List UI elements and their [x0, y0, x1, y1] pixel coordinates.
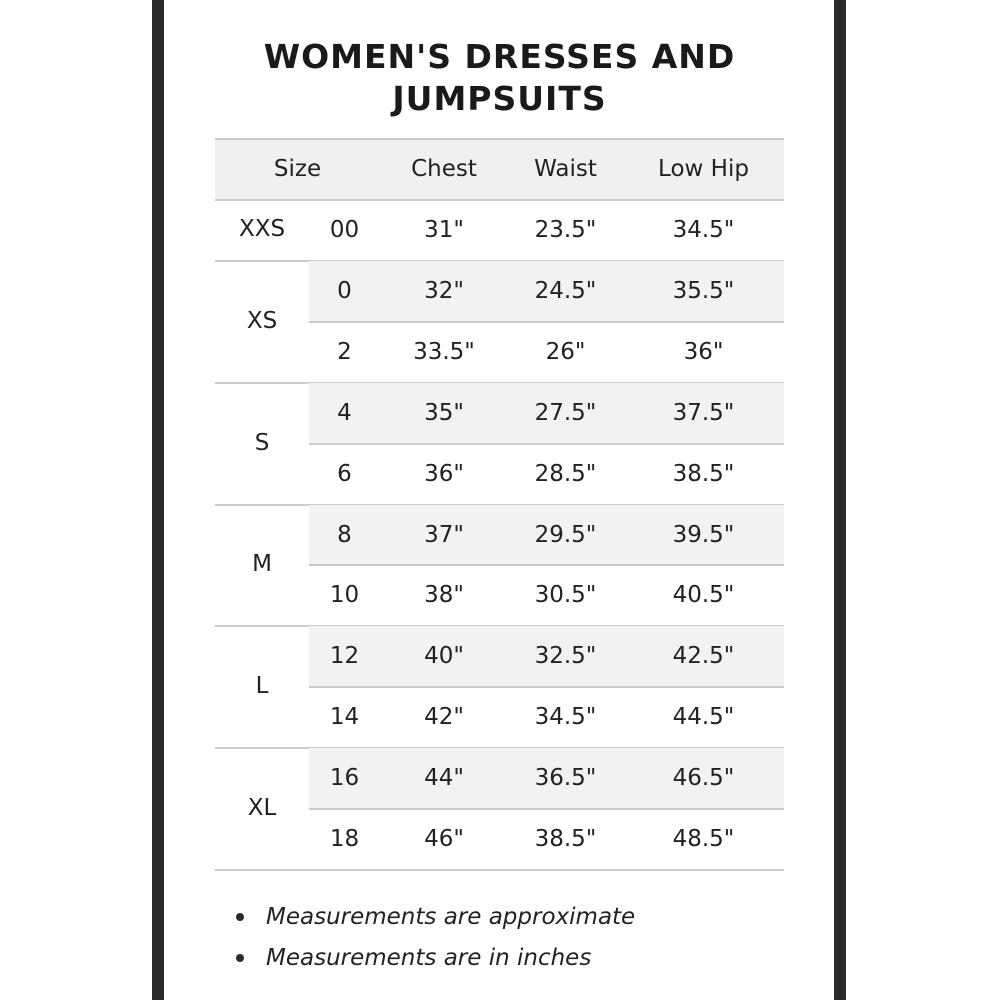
chest-cell: 33.5": [413, 338, 475, 365]
bullet-icon: [236, 954, 244, 962]
chest-cell: 44": [424, 765, 464, 792]
header-low-hip: Low Hip: [658, 156, 749, 182]
waist-cell: 24.5": [534, 277, 597, 304]
size-table: [215, 138, 784, 872]
size-label-cell: XS: [246, 307, 278, 334]
size-label-cell: M: [252, 551, 272, 578]
chest-cell: 38": [424, 582, 464, 609]
chest-cell: 32": [424, 277, 464, 304]
waist-cell: 38.5": [534, 826, 597, 852]
size-number-cell: 14: [329, 704, 360, 731]
title-line-2: JUMPSUITS: [392, 79, 607, 118]
waist-cell: 30.5": [534, 582, 597, 609]
low-hip-cell: 42.5": [672, 643, 735, 670]
size-number-cell: 18: [329, 826, 360, 852]
right-border-bar: [834, 0, 846, 1000]
size-label-cell: S: [254, 429, 270, 456]
note-text: Measurements are in inches: [266, 944, 592, 971]
size-label-cell: XL: [247, 794, 277, 821]
notes-list: [236, 896, 796, 978]
low-hip-cell: 46.5": [672, 765, 735, 792]
low-hip-cell: 35.5": [672, 277, 735, 304]
low-hip-cell: 38.5": [672, 460, 735, 487]
waist-cell: 28.5": [534, 460, 597, 487]
left-border-bar: [152, 0, 164, 1000]
size-number-cell: 2: [337, 338, 352, 365]
low-hip-cell: 40.5": [672, 582, 735, 609]
list-item: [236, 937, 796, 978]
chest-cell: 35": [424, 399, 464, 426]
header-waist: Waist: [534, 156, 597, 182]
waist-cell: 36.5": [534, 765, 597, 792]
size-number-cell: 16: [329, 765, 360, 792]
size-number-cell: 10: [329, 582, 360, 609]
chest-cell: 46": [424, 826, 464, 852]
list-item: [236, 896, 796, 937]
size-label-cell: L: [255, 673, 269, 700]
size-number-cell: 0: [337, 277, 352, 304]
waist-cell: 23.5": [534, 217, 597, 243]
chest-cell: 40": [424, 643, 464, 670]
low-hip-cell: 44.5": [672, 704, 735, 731]
waist-cell: 26": [545, 338, 586, 365]
title-line-1: WOMEN'S DRESSES AND: [263, 37, 736, 76]
size-label-cell: XXS: [238, 216, 286, 243]
low-hip-cell: 48.5": [672, 826, 735, 852]
size-number-cell: 8: [337, 521, 352, 548]
low-hip-cell: 36": [683, 338, 724, 365]
header-size: Size: [273, 156, 322, 182]
note-text: Measurements are approximate: [266, 903, 636, 930]
group-divider: [215, 869, 784, 871]
header-chest: Chest: [411, 156, 477, 182]
waist-cell: 29.5": [534, 521, 597, 548]
bullet-icon: [236, 913, 244, 921]
waist-cell: 32.5": [534, 643, 597, 670]
table-top-divider: [215, 138, 784, 140]
low-hip-cell: 34.5": [672, 217, 735, 243]
waist-cell: 27.5": [534, 399, 597, 426]
chest-cell: 31": [424, 217, 464, 243]
size-number-cell: 6: [337, 460, 352, 487]
chest-cell: 42": [424, 704, 464, 731]
chest-cell: 36": [424, 460, 464, 487]
waist-cell: 34.5": [534, 704, 597, 731]
low-hip-cell: 37.5": [672, 399, 735, 426]
size-number-cell: 00: [329, 217, 360, 243]
size-number-cell: 4: [337, 399, 352, 426]
chest-cell: 37": [424, 521, 464, 548]
page-title: [215, 36, 784, 120]
low-hip-cell: 39.5": [672, 521, 735, 548]
size-number-cell: 12: [329, 643, 360, 670]
